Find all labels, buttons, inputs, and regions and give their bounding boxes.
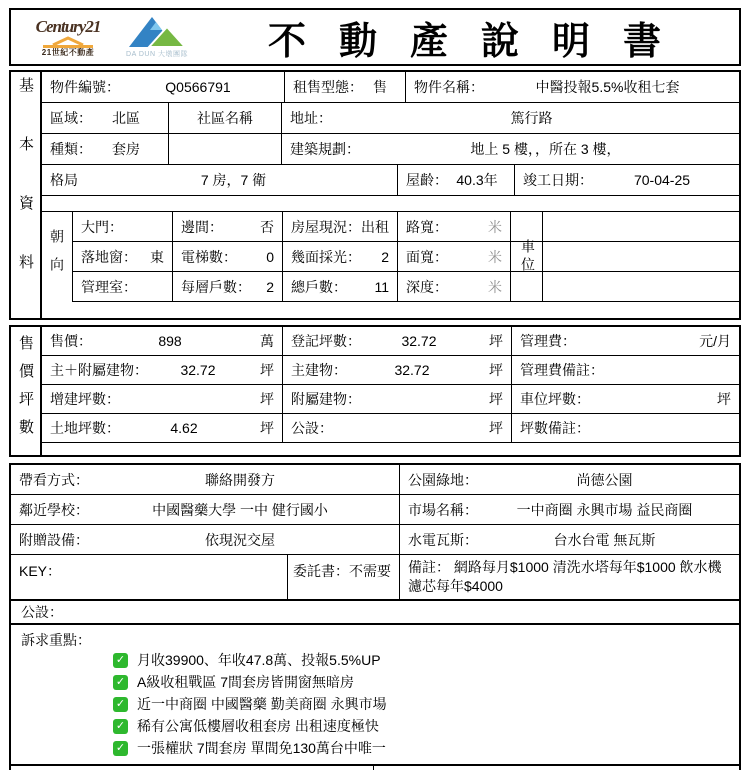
field-value: 台水台電 無瓦斯 (553, 531, 656, 548)
field-proxy (288, 555, 400, 599)
field-value: 尚德公園 (576, 471, 633, 488)
field-value: 32.72 (401, 333, 437, 349)
field-value: 40.3年 (456, 172, 498, 188)
field-value: 篤行路 (510, 110, 553, 126)
table-row (42, 103, 739, 134)
field-fee-note (512, 356, 739, 384)
highlight-text: 一張權狀 7間套房 單間免130萬台中唯一 (137, 740, 386, 756)
field-unit: 坪 (260, 391, 274, 407)
field-value: 中國醫藥大學 一中 健行國小 (152, 501, 328, 518)
field-label: 公園綠地： (408, 471, 478, 488)
section-basic-side-label (11, 72, 42, 318)
field-unit: 坪 (489, 362, 503, 378)
field-label: 房屋現況：出租 (291, 218, 389, 235)
section-facilities (9, 599, 741, 625)
field-label: 建築規劃： (290, 141, 360, 157)
field-value: 70-04-25 (633, 172, 691, 188)
field-label: 帶看方式： (19, 471, 89, 488)
table-row (42, 165, 739, 196)
field-schools (11, 495, 400, 524)
field-value: 11 (374, 278, 389, 295)
field-french-window (73, 242, 173, 271)
highlight-text: 月收39900、年收47.8萬、投報5.5%UP (137, 652, 381, 668)
field-value: 售 (373, 79, 387, 95)
spacer (42, 196, 739, 211)
field-label: 區域： (50, 110, 92, 126)
document-header (9, 8, 741, 66)
field-registered-area (283, 327, 512, 355)
section-price-side-label (11, 327, 42, 455)
highlight-text: A級收租戰區 7間套房皆開窗無暗房 (137, 674, 355, 690)
field-main-building (283, 356, 512, 384)
field-unit: 坪 (489, 333, 503, 349)
field-property-id (42, 72, 285, 102)
field-value: 4.62 (170, 420, 198, 436)
field-utilities (400, 525, 739, 554)
field-label: 坪數備註： (520, 420, 590, 436)
field-label: 車位坪數： (520, 391, 590, 407)
field-label: 市場名稱： (408, 501, 478, 518)
field-markets (400, 495, 739, 524)
field-viewing-method (11, 465, 400, 494)
field-note (400, 555, 739, 599)
field-building-plan (282, 134, 739, 164)
field-completion-date (515, 165, 739, 195)
field-label: 總戶數： (291, 278, 347, 295)
list-item (113, 649, 739, 671)
field-label: 物件名稱： (414, 79, 484, 95)
field-label: 格局 (50, 172, 78, 188)
field-parking-detail (543, 242, 739, 271)
field-label: 售價： (50, 333, 92, 349)
field-elevators (173, 242, 283, 271)
field-label: 屋齡： (406, 172, 448, 188)
field-label: 管理室： (81, 278, 137, 295)
side-label-text: 朝向 (49, 229, 65, 285)
field-total-units (283, 272, 398, 301)
field-category (42, 134, 169, 164)
century21-house-icon (39, 36, 97, 48)
list-item (113, 737, 739, 759)
table-row (11, 465, 739, 495)
highlight-text: 近一中商圈 中國醫藥 勤美商圈 永興市場 (137, 696, 387, 712)
parking-side-label (512, 212, 544, 302)
field-management-fee (512, 327, 739, 355)
field-value: 7 房，7 衛 (200, 172, 267, 188)
field-value: 898 (158, 333, 182, 349)
field-land-area (42, 414, 283, 442)
field-value: 32.72 (394, 362, 430, 378)
table-row (73, 212, 739, 242)
field-main-door (73, 212, 173, 241)
field-label: 每層戶數： (181, 278, 251, 295)
field-label: 主建物： (291, 362, 347, 378)
field-label: 種類： (50, 141, 92, 157)
field-unit: 坪 (489, 391, 503, 407)
field-property-name (406, 72, 739, 102)
check-icon: ✓ (113, 675, 128, 690)
field-age (398, 165, 515, 195)
section-bottom-spacer (42, 443, 739, 455)
side-label-text: 車位 (520, 239, 536, 275)
field-parking-area (512, 385, 739, 413)
table-row (11, 555, 739, 599)
section-highlights (9, 623, 741, 766)
field-unit: 坪 (717, 391, 731, 407)
field-value: 套房 (112, 141, 140, 157)
field-management-room (73, 272, 173, 301)
field-listing-type (285, 72, 406, 102)
list-item (113, 715, 739, 737)
field-unit: 米 (488, 248, 502, 265)
table-row (11, 525, 739, 555)
list-item (113, 693, 739, 715)
table-row (42, 72, 739, 103)
field-parking-detail (543, 272, 739, 301)
field-value: 網路每月$1000 清洗水塔每年$1000 飲水機濾芯每年$4000 (408, 559, 722, 594)
highlights-label: 訴求重點： (21, 632, 91, 648)
table-row (11, 495, 739, 525)
field-unit: 萬 (260, 333, 274, 349)
field-face-width (398, 242, 511, 271)
field-value: 一中商圈 永興市場 益民商圈 (516, 501, 693, 518)
field-key (11, 555, 288, 599)
side-label-text: 基本資料 (17, 77, 34, 313)
field-label: 租售型態： (293, 79, 363, 95)
dadun-caption: DA DUN 大墩團隊 (126, 51, 188, 58)
field-label: 公設： (291, 420, 333, 436)
field-house-status (283, 212, 398, 241)
field-value: Q0566791 (165, 79, 231, 95)
field-label: 公設： (21, 604, 63, 620)
field-unit: 米 (488, 218, 502, 235)
field-address (282, 103, 739, 133)
table-row (73, 272, 739, 302)
field-main-plus-aux (42, 356, 283, 384)
field-value: 2 (381, 248, 389, 265)
table-row (42, 134, 739, 165)
field-label: 備註： (408, 559, 450, 575)
field-label: 落地窗： (81, 248, 137, 265)
field-layout (42, 165, 398, 195)
check-icon: ✓ (113, 741, 128, 756)
check-icon: ✓ (113, 697, 128, 712)
table-row (42, 414, 739, 443)
field-lighting-sides (283, 242, 398, 271)
field-label: 面寬： (406, 248, 448, 265)
field-corner-unit (173, 212, 283, 241)
field-park (400, 465, 739, 494)
section-basic-info (9, 70, 741, 320)
field-value: 聯絡開發方 (205, 471, 275, 488)
field-label: 深度： (406, 278, 448, 295)
field-label: 附贈設備： (19, 531, 89, 548)
field-label: 地址： (290, 110, 332, 126)
field-label: 增建坪數： (50, 391, 120, 407)
list-item (113, 671, 739, 693)
field-aux-building (283, 385, 512, 413)
field-value: 地上 5 樓，，所在 3 樓， (470, 141, 621, 157)
field-addition-area (42, 385, 283, 413)
field-label: 登記坪數： (291, 333, 361, 349)
field-label: 幾面採光： (291, 248, 361, 265)
table-row (42, 356, 739, 385)
field-value: 32.72 (180, 362, 216, 378)
field-unit: 元/月 (699, 333, 731, 349)
field-value: 否 (260, 218, 274, 235)
field-unit: 坪 (260, 420, 274, 436)
field-label: 委託書：不需要 (293, 563, 391, 579)
orientation-side-label (42, 212, 73, 302)
page-title: 不動產說明書 (267, 20, 694, 63)
section-price-area (9, 325, 741, 457)
field-label: 主＋附屬建物： (50, 362, 148, 378)
table-row (42, 327, 739, 356)
field-district (42, 103, 169, 133)
field-label: KEY： (19, 563, 62, 579)
field-label: 管理費備註： (520, 362, 604, 378)
field-label: 附屬建物： (291, 391, 361, 407)
field-community-name (169, 103, 282, 133)
highlight-text: 稀有公寓低樓層收租套房 出租速度極快 (137, 718, 379, 734)
field-units-per-floor (173, 272, 283, 301)
field-empty (169, 134, 282, 164)
field-label: 竣工日期： (523, 172, 593, 188)
dadun-logo (111, 16, 203, 58)
field-value: 2 (266, 278, 274, 295)
section-partial-row (9, 764, 741, 770)
field-label: 鄰近學校： (19, 501, 89, 518)
cell-divider (373, 766, 374, 770)
field-value: 東 (150, 248, 164, 265)
field-unit: 坪 (489, 420, 503, 436)
field-unit: 坪 (260, 362, 274, 378)
field-parking-detail (543, 212, 739, 241)
field-label: 管理費： (520, 333, 576, 349)
field-public-area (283, 414, 512, 442)
field-road-width (398, 212, 511, 241)
field-label: 大門： (81, 218, 123, 235)
field-equipment (11, 525, 400, 554)
check-icon: ✓ (113, 719, 128, 734)
field-unit: 米 (488, 278, 502, 295)
field-label: 物件編號： (50, 79, 120, 95)
field-label: 土地坪數： (50, 420, 120, 436)
field-label: 電梯數： (181, 248, 237, 265)
table-row (42, 385, 739, 414)
section-details (9, 463, 741, 601)
dadun-mountain-icon (129, 16, 185, 48)
orientation-table (42, 211, 739, 302)
field-value: 依現況交屋 (205, 531, 275, 548)
field-depth (398, 272, 511, 301)
table-row (73, 242, 739, 272)
field-sale-price (42, 327, 283, 355)
century21-caption: 21世紀不動產 (41, 47, 95, 57)
field-value: 北區 (112, 110, 140, 126)
field-value: 0 (266, 248, 274, 265)
field-label: 路寬： (406, 218, 448, 235)
field-area-note (512, 414, 739, 442)
field-value: 中醫投報5.5%收租七套 (535, 79, 680, 95)
field-label: 社區名稱 (197, 110, 253, 126)
field-label: 邊間： (181, 218, 223, 235)
check-icon: ✓ (113, 653, 128, 668)
century21-wordmark: Century21 (35, 16, 101, 36)
century21-logo (11, 18, 111, 57)
side-label-text: 售價坪數 (17, 335, 34, 447)
field-label: 水電瓦斯： (408, 531, 478, 548)
